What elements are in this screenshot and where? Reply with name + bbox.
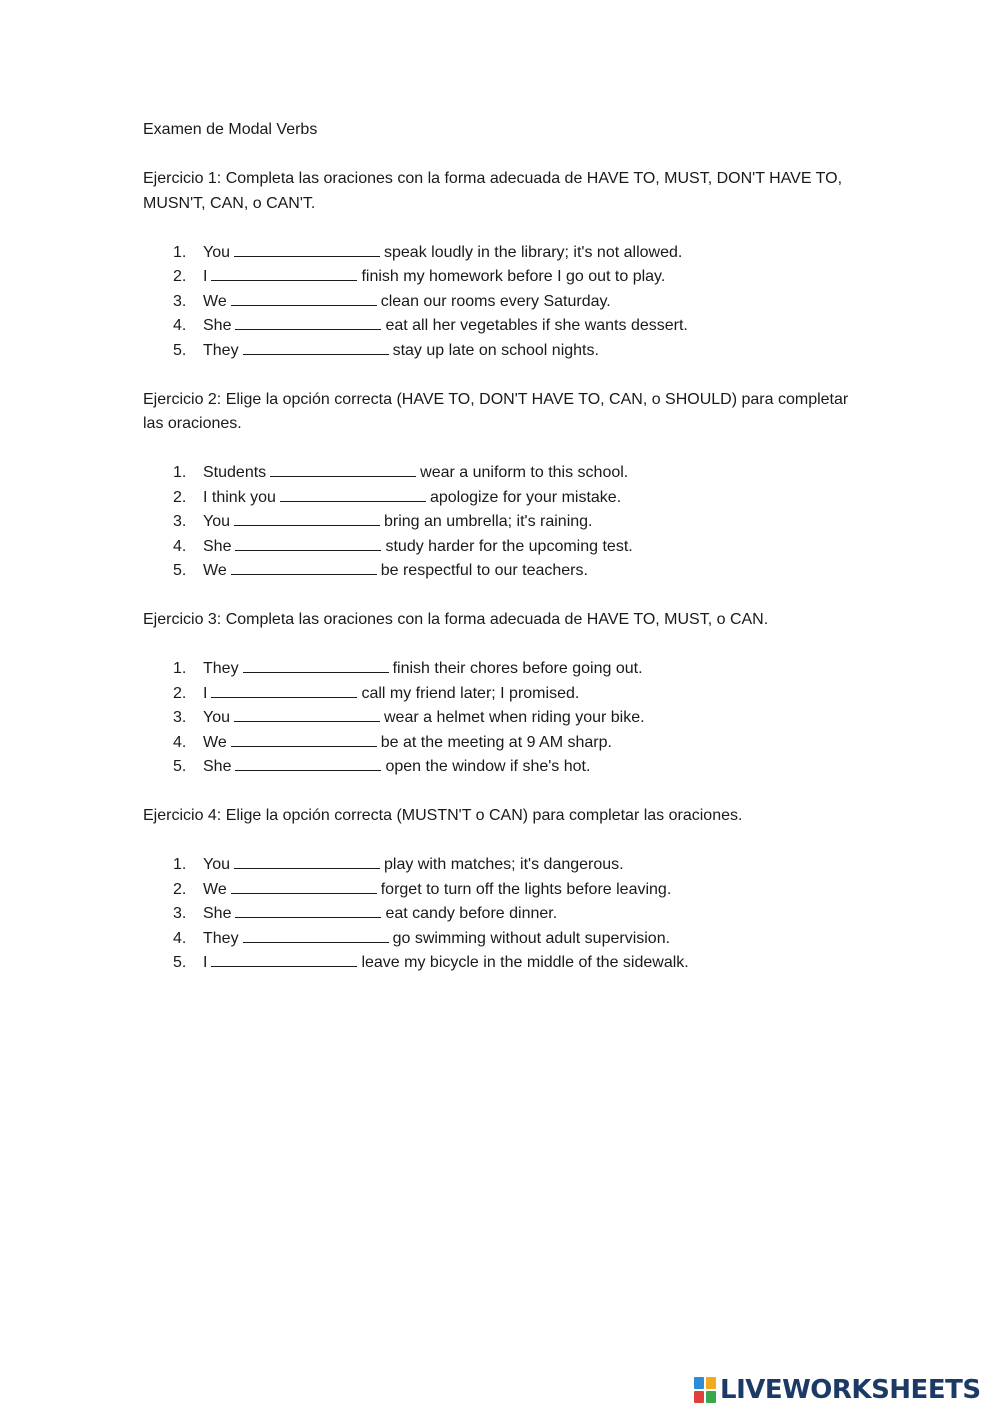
exercise-2-list: [143, 461, 873, 584]
item-subject: We: [203, 562, 227, 579]
answer-blank[interactable]: [231, 573, 377, 575]
list-item: [143, 265, 873, 290]
item-rest: be respectful to our teachers.: [380, 562, 588, 579]
exercise-3-list: [143, 657, 873, 780]
item-number: 3.: [173, 709, 187, 726]
answer-blank[interactable]: [243, 671, 389, 673]
item-subject: They: [203, 929, 239, 947]
exercise-1-instruction: Ejercicio 1: Completa las oraciones con la forma adecuada de HAVE TO, MUST, DON'T HAVE TO, MUSN'T, CAN, o CAN'T.: [143, 170, 843, 212]
answer-blank[interactable]: [235, 328, 381, 330]
item-subject: We: [203, 292, 227, 310]
logo-square-orange: [706, 1377, 716, 1389]
item-number: 2.: [173, 268, 187, 285]
item-rest: forget to turn off the lights before leaving.: [380, 880, 672, 898]
item-rest: bring an umbrella; it's raining.: [384, 513, 593, 530]
item-rest: leave my bicycle in the middle of the sidewalk.: [361, 954, 689, 971]
item-rest: eat all her vegetables if she wants dessert.: [385, 317, 688, 334]
item-number: 2.: [173, 488, 187, 506]
list-item: [143, 486, 873, 511]
item-subject: We: [203, 733, 227, 751]
list-item: [143, 682, 873, 707]
answer-blank[interactable]: [234, 720, 380, 722]
item-subject: She: [203, 317, 232, 334]
list-item: [143, 339, 873, 364]
item-number: 3.: [173, 513, 187, 530]
answer-blank[interactable]: [234, 867, 380, 869]
item-number: 1.: [173, 243, 187, 261]
list-item: [143, 290, 873, 315]
item-subject: I: [203, 684, 208, 702]
logo-square-blue: [694, 1377, 704, 1389]
item-subject: She: [203, 905, 232, 922]
item-rest: wear a helmet when riding your bike.: [384, 709, 645, 726]
item-rest: finish my homework before I go out to play.: [361, 268, 666, 285]
item-subject: I think you: [203, 488, 276, 506]
list-item: [143, 657, 873, 682]
item-rest: be at the meeting at 9 AM sharp.: [380, 733, 612, 751]
item-number: 2.: [173, 684, 187, 702]
answer-blank[interactable]: [234, 524, 380, 526]
exercise-3-instruction: Ejercicio 3: Completa las oraciones con la forma adecuada de HAVE TO, MUST, o CAN.: [143, 611, 769, 628]
answer-blank[interactable]: [270, 475, 416, 477]
item-rest: speak loudly in the library; it's not allowed.: [384, 243, 683, 261]
item-subject: You: [203, 513, 230, 530]
answer-blank[interactable]: [231, 304, 377, 306]
worksheet-page: [143, 118, 873, 1000]
answer-blank[interactable]: [231, 892, 377, 894]
item-number: 4.: [173, 317, 187, 334]
answer-blank[interactable]: [231, 745, 377, 747]
page-title: Examen de Modal Verbs: [143, 121, 318, 138]
list-item: [143, 951, 873, 976]
item-number: 1.: [173, 464, 187, 481]
exercise-4-list: [143, 853, 873, 976]
item-subject: You: [203, 709, 230, 726]
item-number: 4.: [173, 929, 187, 947]
liveworksheets-logo: [694, 1376, 981, 1404]
item-rest: finish their chores before going out.: [392, 660, 643, 677]
answer-blank[interactable]: [234, 255, 380, 257]
item-subject: Students: [203, 464, 267, 481]
logo-square-green: [706, 1391, 716, 1403]
item-number: 1.: [173, 856, 187, 873]
item-rest: eat candy before dinner.: [385, 905, 558, 922]
item-subject: She: [203, 758, 232, 775]
list-item: [143, 461, 873, 486]
item-rest: apologize for your mistake.: [429, 488, 622, 506]
answer-blank[interactable]: [211, 279, 357, 281]
answer-blank[interactable]: [235, 769, 381, 771]
answer-blank[interactable]: [280, 500, 426, 502]
list-item: [143, 314, 873, 339]
item-rest: clean our rooms every Saturday.: [380, 292, 611, 310]
list-item: [143, 706, 873, 731]
exercise-2-instruction: Ejercicio 2: Elige la opción correcta (HAVE TO, DON'T HAVE TO, CAN, o SHOULD) para completar las oraciones.: [143, 390, 849, 432]
item-rest: go swimming without adult supervision.: [392, 929, 671, 947]
exercise-1-list: [143, 241, 873, 364]
list-item: [143, 755, 873, 780]
logo-mark-icon: [694, 1377, 716, 1403]
item-number: 1.: [173, 660, 187, 677]
item-number: 4.: [173, 733, 187, 751]
item-subject: She: [203, 537, 232, 555]
item-subject: We: [203, 880, 227, 898]
item-rest: play with matches; it's dangerous.: [384, 856, 624, 873]
item-rest: wear a uniform to this school.: [420, 464, 629, 481]
list-item: [143, 927, 873, 952]
item-subject: They: [203, 660, 239, 677]
logo-square-red: [694, 1391, 704, 1403]
item-number: 5.: [173, 758, 187, 775]
list-item: [143, 878, 873, 903]
item-rest: open the window if she's hot.: [385, 758, 591, 775]
item-number: 4.: [173, 537, 187, 555]
list-item: [143, 559, 873, 584]
logo-text: LIVEWORKSHEETS: [720, 1375, 981, 1405]
item-subject: I: [203, 954, 208, 971]
item-number: 5.: [173, 954, 187, 971]
list-item: [143, 510, 873, 535]
list-item: [143, 853, 873, 878]
item-number: 3.: [173, 292, 187, 310]
item-number: 5.: [173, 341, 187, 359]
list-item: [143, 535, 873, 560]
item-rest: study harder for the upcoming test.: [385, 537, 633, 555]
answer-blank[interactable]: [235, 916, 381, 918]
list-item: [143, 241, 873, 266]
exercise-4-instruction: Ejercicio 4: Elige la opción correcta (MUSTN'T o CAN) para completar las oraciones.: [143, 807, 743, 824]
item-subject: You: [203, 856, 230, 873]
list-item: [143, 902, 873, 927]
answer-blank[interactable]: [243, 353, 389, 355]
answer-blank[interactable]: [211, 965, 357, 967]
item-subject: You: [203, 243, 230, 261]
answer-blank[interactable]: [211, 696, 357, 698]
item-number: 2.: [173, 880, 187, 898]
answer-blank[interactable]: [235, 549, 381, 551]
item-rest: call my friend later; I promised.: [361, 684, 580, 702]
exercises-container: [143, 167, 873, 976]
answer-blank[interactable]: [243, 941, 389, 943]
item-number: 3.: [173, 905, 187, 922]
list-item: [143, 731, 873, 756]
item-subject: I: [203, 268, 208, 285]
item-subject: They: [203, 341, 239, 359]
item-rest: stay up late on school nights.: [392, 341, 599, 359]
item-number: 5.: [173, 562, 187, 579]
